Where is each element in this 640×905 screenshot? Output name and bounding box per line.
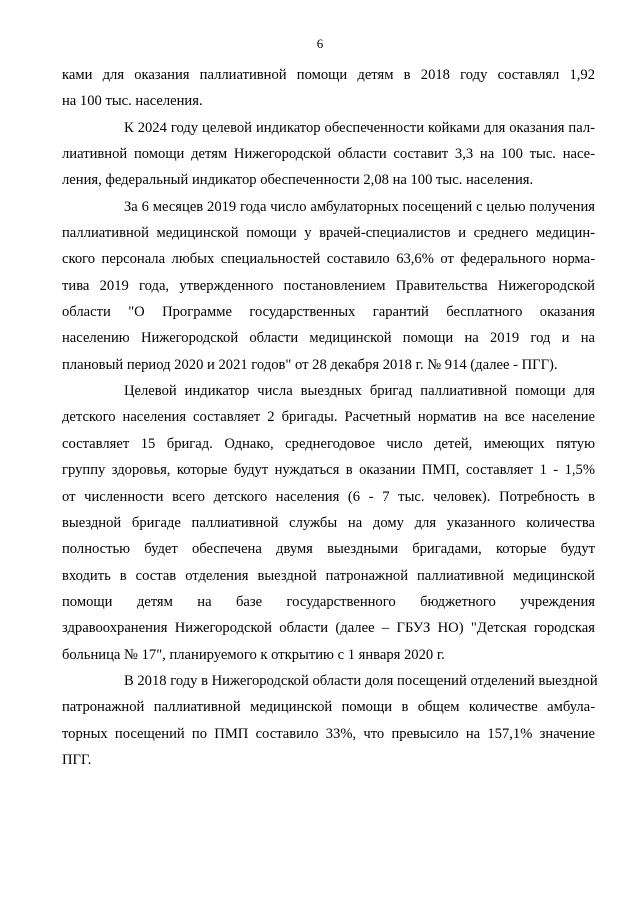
text-line: торных посещений по ПМП составило 33%, что превысило на 157,1% значение — [62, 725, 595, 742]
text-line: населению Нижегородской области медицинской помощи на 2019 год и на — [62, 330, 595, 347]
text-line: ками для оказания паллиативной помощи детям в 2018 году составлял 1,92 — [62, 67, 595, 83]
paragraph — [62, 115, 595, 194]
text-line: В 2018 году в Нижегородской области доля посещений отделений выездной — [124, 672, 598, 689]
text-line: области "О Программе государственных гарантий бесплатного оказания — [62, 304, 595, 321]
text-line: группу здоровья, которые будут нуждаться в оказании ПМП, составляет 1 - 1,5% — [62, 462, 595, 479]
text-line: больница № 17", планируемого к открытию с 1 января 2020 г. — [62, 646, 445, 663]
paragraph — [62, 378, 595, 668]
text-line: составляет 15 бригад. Однако, среднегодовое число детей, имеющих пятую — [62, 435, 595, 452]
page-number: 6 — [316, 36, 324, 51]
paragraph — [62, 668, 598, 773]
text-line: полностью будет обеспечена двумя выездными бригадами, которые будут — [62, 541, 595, 558]
text-line: ского персонала любых специальностей составило 63,6% от федерального норма- — [62, 251, 595, 268]
text-line: К 2024 году целевой индикатор обеспеченности койками для оказания пал- — [124, 119, 595, 136]
text-line: Целевой индикатор числа выездных бригад паллиативной помощи для — [124, 383, 595, 400]
text-line: За 6 месяцев 2019 года число амбулаторных посещений с целью получения — [124, 198, 595, 215]
text-line: лиативной помощи детям Нижегородской области составит 3,3 на 100 тыс. насе- — [62, 146, 595, 163]
text-line: паллиативной медицинской помощи у врачей-специалистов и среднего медицин- — [62, 225, 595, 242]
paragraph — [62, 62, 595, 115]
text-line: на 100 тыс. населения. — [62, 93, 203, 110]
text-line: выездной бригаде паллиативной службы на дому для указанного количества — [62, 514, 595, 531]
text-line: плановый период 2020 и 2021 годов" от 28 декабря 2018 г. № 914 (далее - ПГГ). — [62, 356, 558, 373]
text-line: входить в состав отделения выездной патронажной паллиативной медицинской — [62, 567, 595, 584]
text-line: помощи детям на базе государственного бюджетного учреждения — [62, 593, 595, 610]
paragraph — [62, 194, 595, 378]
text-line: здравоохранения Нижегородской области (далее – ГБУЗ НО) "Детская городская — [62, 620, 595, 637]
text-line: от численности всего детского населения (6 - 7 тыс. человек). Потребность в — [62, 488, 595, 505]
text-line: тива 2019 года, утвержденного постановлением Правительства Нижегородской — [62, 277, 595, 294]
text-line: ления, федеральный индикатор обеспеченности 2,08 на 100 тыс. населения. — [62, 172, 534, 189]
text-line: детского населения составляет 2 бригады. Расчетный норматив на все население — [62, 409, 595, 426]
text-line: патронажной паллиативной медицинской помощи в общем количестве амбула- — [62, 699, 595, 716]
text-line: ПГГ. — [62, 751, 92, 768]
document-body — [62, 62, 598, 773]
